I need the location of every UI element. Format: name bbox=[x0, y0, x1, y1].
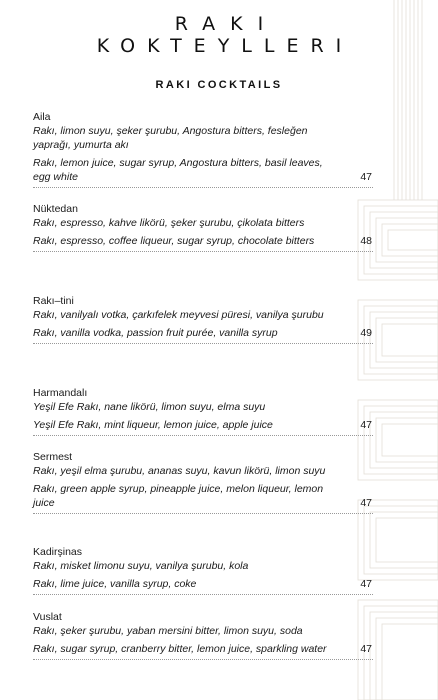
item-description-english: Rakı, lemon juice, sugar syrup, Angostura bitters, basil leaves, egg white bbox=[33, 157, 323, 183]
item-name: Rakı–tini bbox=[33, 295, 74, 307]
item-name: Sermest bbox=[33, 451, 73, 463]
item-description-english: Rakı, lime juice, vanilla syrup, coke bbox=[33, 578, 197, 590]
item-description-english: Rakı, vanilla vodka, passion fruit purée, vanilla syrup bbox=[33, 327, 278, 339]
item-price: 48 bbox=[360, 235, 372, 247]
item-price: 49 bbox=[360, 327, 372, 339]
item-description-english: Yeşil Efe Rakı, mint liqueur, lemon juice, apple juice bbox=[33, 419, 273, 431]
item-description-turkish: Rakı, yeşil elma şurubu, ananas suyu, kavun likörü, limon suyu bbox=[33, 465, 326, 477]
item-price: 47 bbox=[360, 497, 372, 509]
item-description-turkish: Rakı, espresso, kahve likörü, şeker şurubu, çikolata bitters bbox=[33, 217, 305, 229]
menu-item-aila bbox=[33, 110, 373, 188]
item-description-turkish: Yeşil Efe Rakı, nane likörü, limon suyu, elma suyu bbox=[33, 401, 266, 413]
menu-item-sermest bbox=[33, 450, 373, 514]
menu-item-kadirsinas bbox=[33, 545, 373, 595]
item-description-english: Rakı, green apple syrup, pineapple juice, melon liqueur, lemon juice bbox=[33, 483, 324, 509]
menu-title-line-1: RAKI bbox=[174, 13, 279, 35]
item-name: Kadirşinas bbox=[33, 546, 83, 558]
item-description-english: Rakı, espresso, coffee liqueur, sugar syrup, chocolate bitters bbox=[33, 235, 315, 247]
item-price: 47 bbox=[360, 419, 372, 431]
item-price: 47 bbox=[360, 643, 372, 655]
menu-item-vuslat bbox=[33, 610, 373, 660]
menu-item-harmandali bbox=[33, 386, 373, 436]
menu-item-raki-tini bbox=[33, 294, 373, 344]
item-price: 47 bbox=[360, 171, 372, 183]
item-name: Vuslat bbox=[33, 611, 62, 623]
item-description-turkish: Rakı, limon suyu, şeker şurubu, Angostura bitters, fesleğen yaprağı, yumurta akı bbox=[33, 125, 308, 151]
item-name: Harmandalı bbox=[33, 387, 88, 399]
item-description-english: Rakı, sugar syrup, cranberry bitter, lemon juice, sparkling water bbox=[33, 643, 327, 655]
item-price: 47 bbox=[360, 578, 372, 590]
menu-subtitle: RAKI COCKTAILS bbox=[155, 79, 283, 91]
item-name: Aila bbox=[33, 111, 51, 123]
item-name: Nüktedan bbox=[33, 203, 78, 215]
item-description-turkish: Rakı, vanilyalı votka, çarkıfelek meyvesi püresi, vanilya şurubu bbox=[33, 309, 324, 321]
item-description-turkish: Rakı, misket limonu suyu, vanilya şurubu, kola bbox=[33, 560, 249, 572]
menu-item-nuktedan bbox=[33, 202, 373, 252]
menu-title-line-2: KOKTEYLLERI bbox=[96, 35, 354, 57]
item-description-turkish: Rakı, şeker şurubu, yaban mersini bitter, limon suyu, soda bbox=[33, 625, 303, 637]
